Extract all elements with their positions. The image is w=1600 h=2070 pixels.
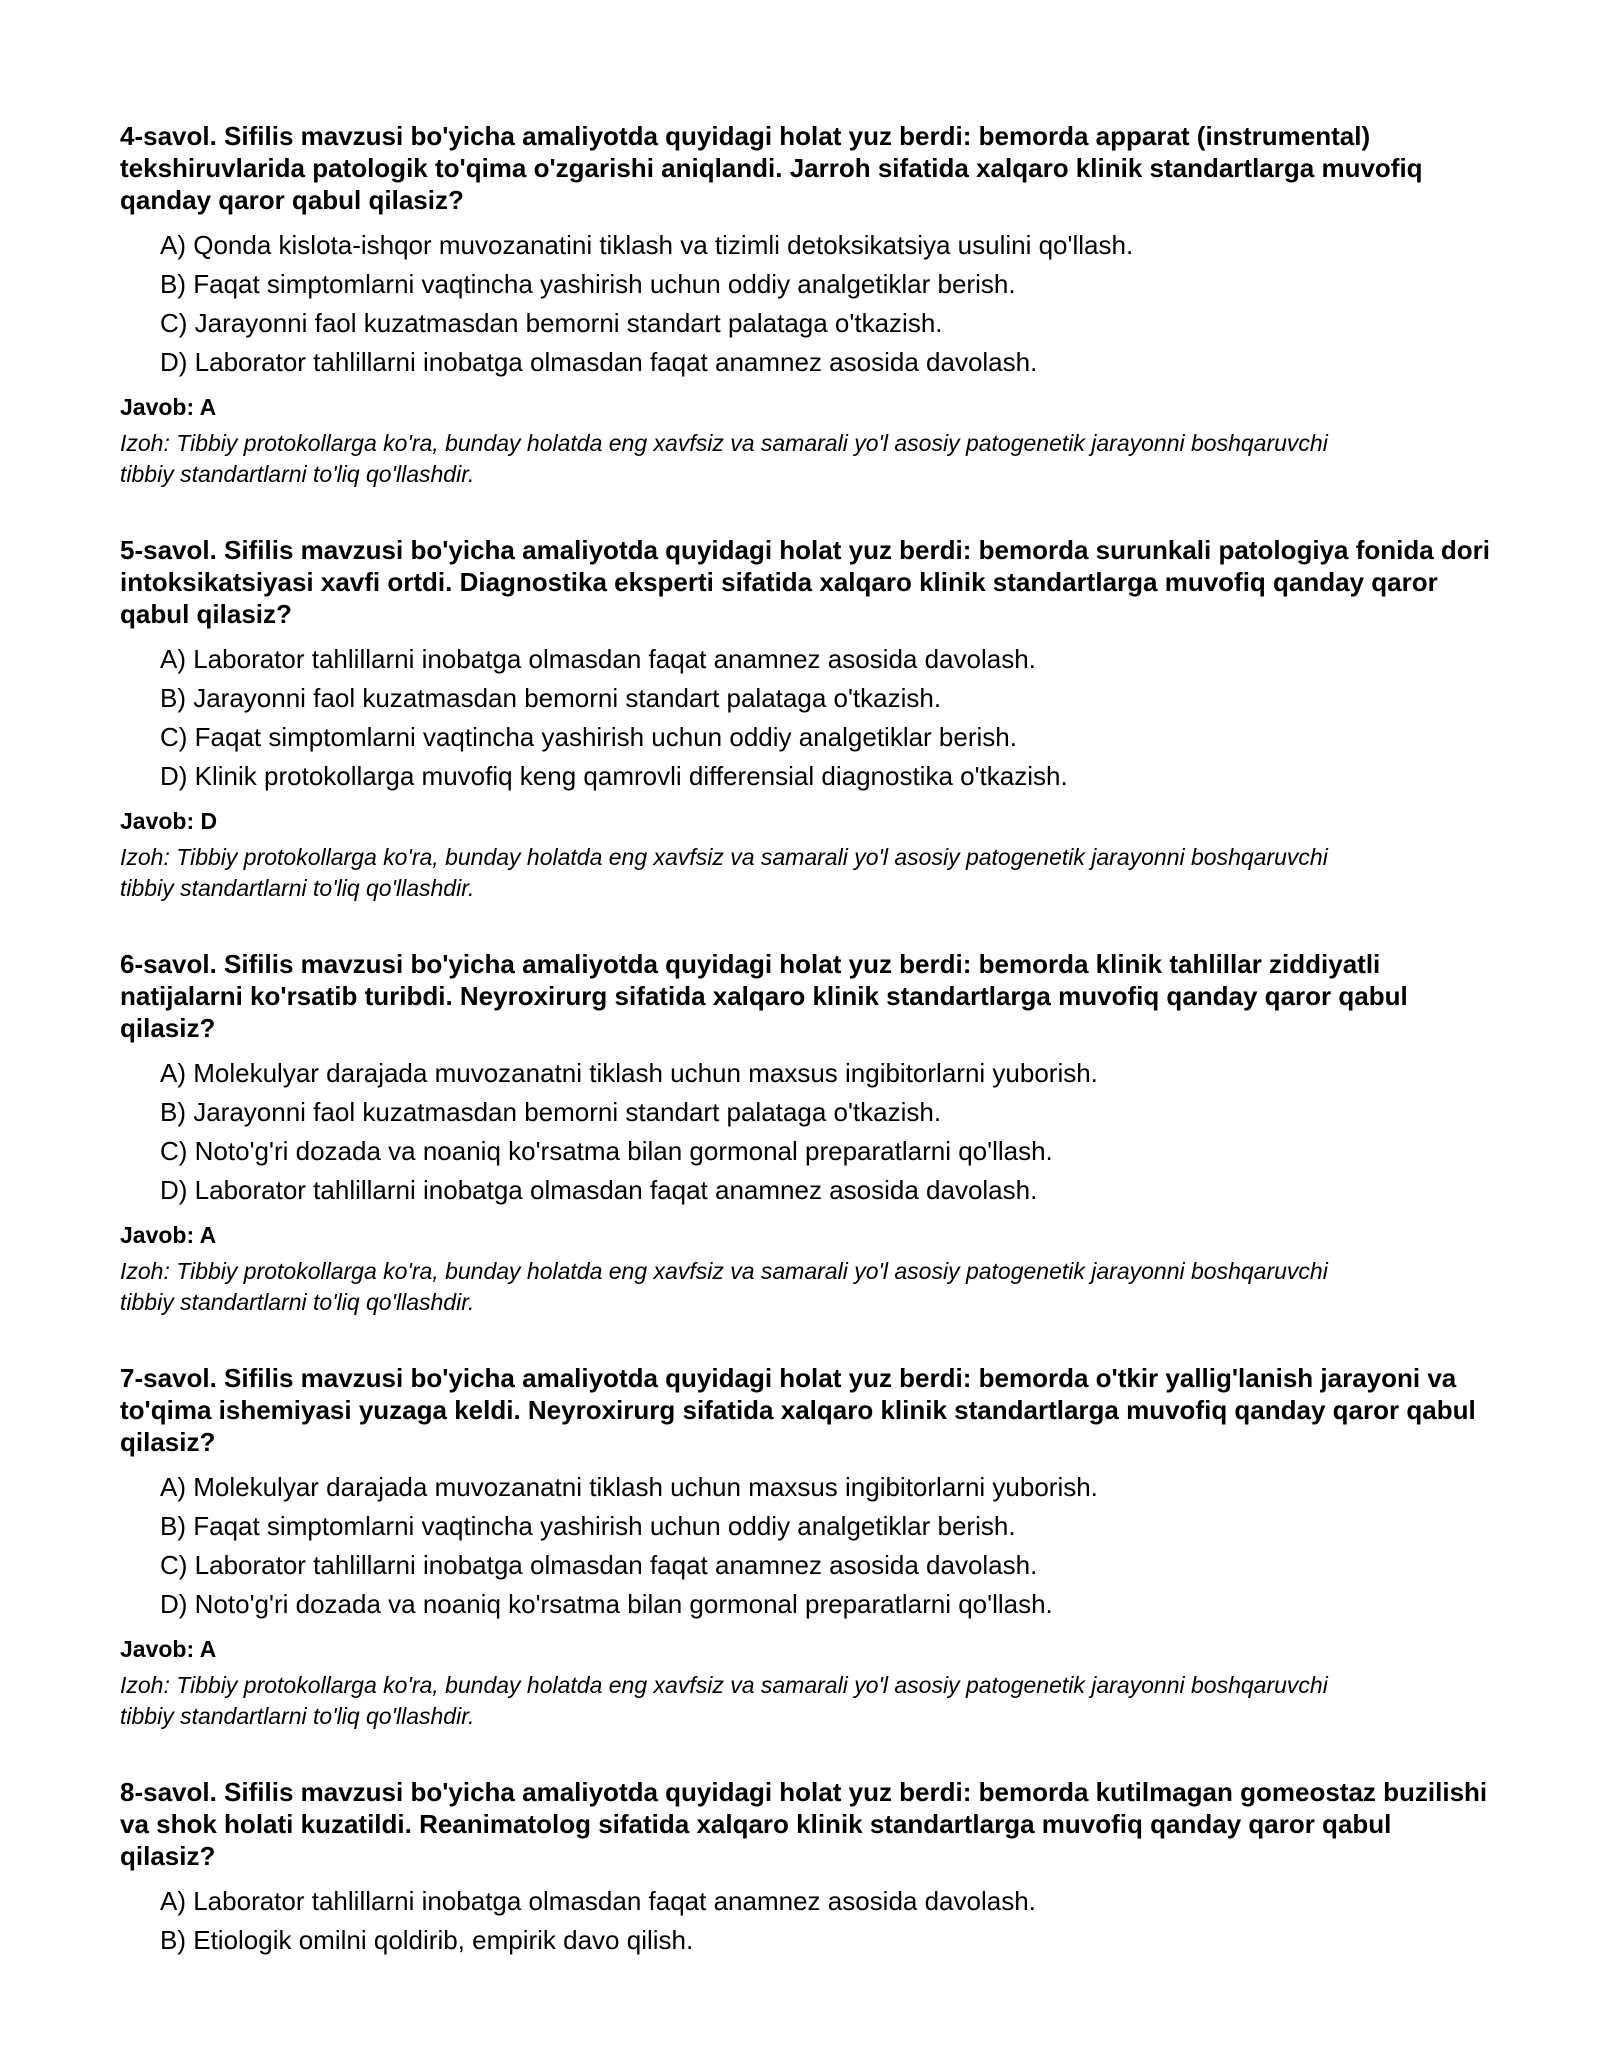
option-a: A) Laborator tahlillarni inobatga olmasdan faqat anamnez asosida davolash. bbox=[160, 1886, 1036, 1916]
question-8 bbox=[120, 1776, 1490, 1960]
option-c: C) Laborator tahlillarni inobatga olmasdan faqat anamnez asosida davolash. bbox=[160, 1550, 1038, 1580]
question-4 bbox=[120, 120, 1490, 490]
option-d: D) Laborator tahlillarni inobatga olmasdan faqat anamnez asosida davolash. bbox=[160, 1175, 1038, 1205]
option-b: B) Faqat simptomlarni vaqtincha yashirish uchun oddiy analgetiklar berish. bbox=[160, 1511, 1016, 1541]
option-list bbox=[120, 1468, 1490, 1624]
option-list bbox=[120, 1882, 1490, 1960]
option-c: C) Faqat simptomlarni vaqtincha yashirish uchun oddiy analgetiklar berish. bbox=[160, 722, 1017, 752]
question-text: 5-savol. Sifilis mavzusi bo'yicha amaliyotda quyidagi holat yuz berdi: bemorda surunkali patologiya fonida dori intoksikatsiyasi xavfi ortdi. Diagnostika eksperti sifatida xalqaro klinik standartlarga muvofiq qanday qaror qabul qilasiz? bbox=[120, 535, 1491, 629]
option-d: D) Klinik protokollarga muvofiq keng qamrovli differensial diagnostika o'tkazish. bbox=[160, 761, 1068, 791]
explanation: Izoh: Tibbiy protokollarga ko'ra, bunday holatda eng xavfsiz va samarali yo'l asosiy patogenetik jarayonni boshqaruvchi tibbiy standartlarni to'liq qo'llashdir. bbox=[120, 844, 1328, 901]
answer: Javob: A bbox=[120, 1636, 217, 1662]
explanation: Izoh: Tibbiy protokollarga ko'ra, bunday holatda eng xavfsiz va samarali yo'l asosiy patogenetik jarayonni boshqaruvchi tibbiy standartlarni to'liq qo'llashdir. bbox=[120, 1258, 1328, 1315]
answer: Javob: A bbox=[120, 1222, 217, 1248]
question-5 bbox=[120, 534, 1490, 904]
question-text: 8-savol. Sifilis mavzusi bo'yicha amaliyotda quyidagi holat yuz berdi: bemorda kutilmagan gomeostaz buzilishi va shok holati kuzatildi. Reanimatolog sifatida xalqaro klinik standartlarga muvofiq qanday qaror qabul qilasiz? bbox=[120, 1777, 1488, 1871]
option-b: B) Etiologik omilni qoldirib, empirik davo qilish. bbox=[160, 1925, 694, 1955]
option-list bbox=[120, 226, 1490, 382]
answer: Javob: D bbox=[120, 808, 218, 834]
option-d: D) Laborator tahlillarni inobatga olmasdan faqat anamnez asosida davolash. bbox=[160, 347, 1038, 377]
question-text: 4-savol. Sifilis mavzusi bo'yicha amaliyotda quyidagi holat yuz berdi: bemorda apparat (instrumental) tekshiruvlarida patologik to'qima o'zgarishi aniqlandi. Jarroh sifatida xalqaro klinik standartlarga muvofiq qanday qaror qabul qilasiz? bbox=[120, 121, 1423, 215]
option-c: C) Noto'g'ri dozada va noaniq ko'rsatma bilan gormonal preparatlarni qo'llash. bbox=[160, 1136, 1053, 1166]
option-b: B) Jarayonni faol kuzatmasdan bemorni standart palataga o'tkazish. bbox=[160, 683, 942, 713]
answer: Javob: A bbox=[120, 394, 217, 420]
option-list bbox=[120, 640, 1490, 796]
question-6 bbox=[120, 948, 1490, 1318]
question-7 bbox=[120, 1362, 1490, 1732]
option-list bbox=[120, 1054, 1490, 1210]
question-text: 7-savol. Sifilis mavzusi bo'yicha amaliyotda quyidagi holat yuz berdi: bemorda o'tkir yallig'lanish jarayoni va to'qima ishemiyasi yuzaga keldi. Neyroxirurg sifatida xalqaro klinik standartlarga muvofiq qanday qaror qabul qilasiz? bbox=[120, 1363, 1476, 1457]
option-b: B) Faqat simptomlarni vaqtincha yashirish uchun oddiy analgetiklar berish. bbox=[160, 269, 1016, 299]
option-a: A) Molekulyar darajada muvozanatni tiklash uchun maxsus ingibitorlarni yuborish. bbox=[160, 1472, 1098, 1502]
option-a: A) Laborator tahlillarni inobatga olmasdan faqat anamnez asosida davolash. bbox=[160, 644, 1036, 674]
option-a: A) Qonda kislota-ishqor muvozanatini tiklash va tizimli detoksikatsiya usulini qo'llash. bbox=[160, 230, 1134, 260]
option-d: D) Noto'g'ri dozada va noaniq ko'rsatma bilan gormonal preparatlarni qo'llash. bbox=[160, 1589, 1053, 1619]
option-b: B) Jarayonni faol kuzatmasdan bemorni standart palataga o'tkazish. bbox=[160, 1097, 942, 1127]
explanation: Izoh: Tibbiy protokollarga ko'ra, bunday holatda eng xavfsiz va samarali yo'l asosiy patogenetik jarayonni boshqaruvchi tibbiy standartlarni to'liq qo'llashdir. bbox=[120, 430, 1328, 487]
question-text: 6-savol. Sifilis mavzusi bo'yicha amaliyotda quyidagi holat yuz berdi: bemorda klinik tahlillar ziddiyatli natijalarni ko'rsatib turibdi. Neyroxirurg sifatida xalqaro klinik standartlarga muvofiq qanday qaror qabul qilasiz? bbox=[120, 949, 1408, 1043]
option-c: C) Jarayonni faol kuzatmasdan bemorni standart palataga o'tkazish. bbox=[160, 308, 943, 338]
option-a: A) Molekulyar darajada muvozanatni tiklash uchun maxsus ingibitorlarni yuborish. bbox=[160, 1058, 1098, 1088]
explanation: Izoh: Tibbiy protokollarga ko'ra, bunday holatda eng xavfsiz va samarali yo'l asosiy patogenetik jarayonni boshqaruvchi tibbiy standartlarni to'liq qo'llashdir. bbox=[120, 1672, 1328, 1729]
